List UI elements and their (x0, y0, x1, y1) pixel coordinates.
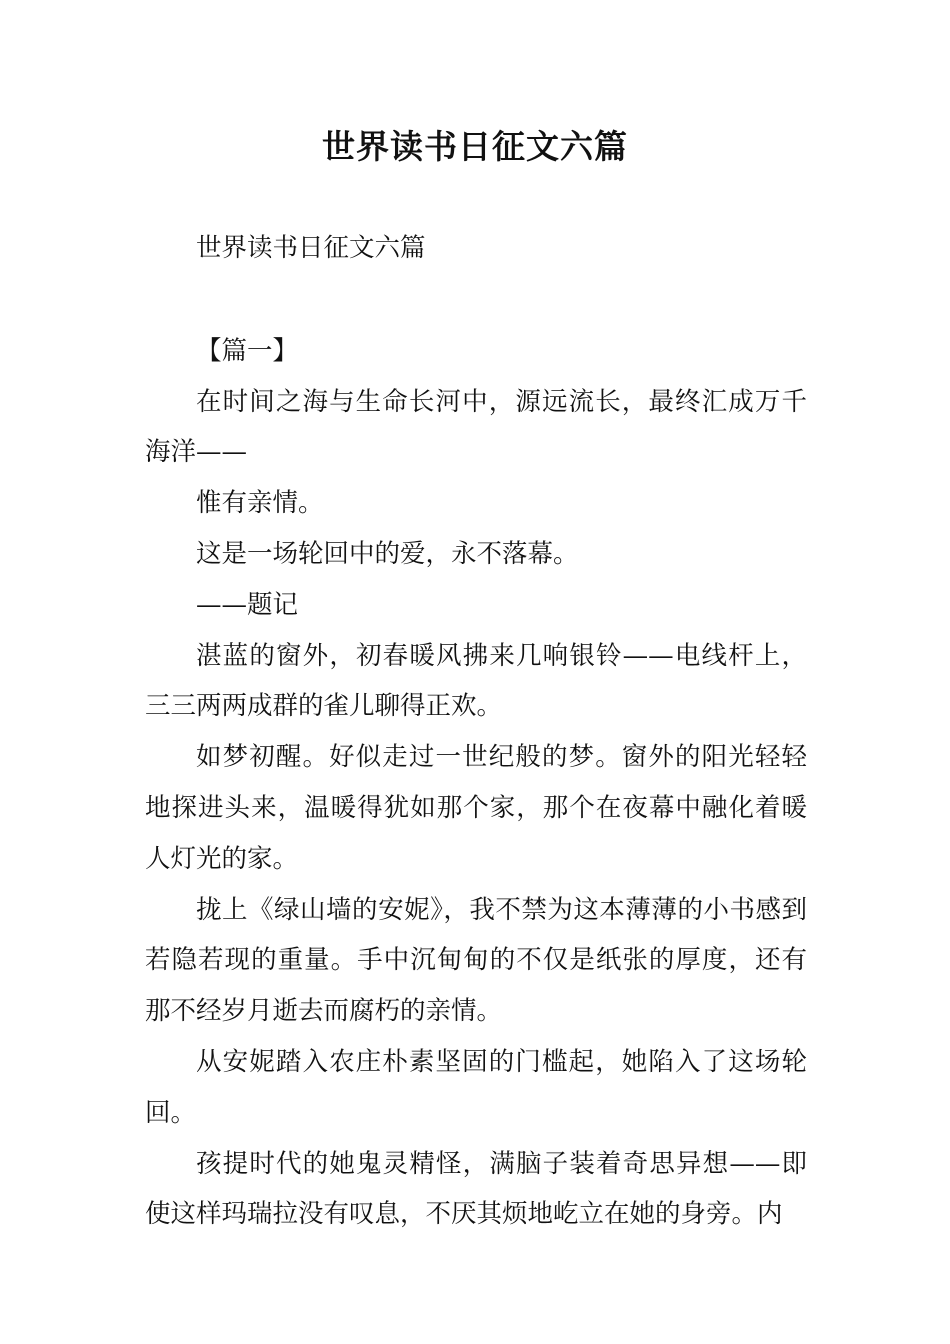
epigraph-attribution: ——题记 (196, 589, 299, 620)
paragraph: 湛蓝的窗外，初春暖风拂来几响银铃——电线杆上，三三两两成群的雀儿聊得正欢。 (145, 640, 807, 722)
paragraph: 孩提时代的她鬼灵精怪，满脑子装着奇思异想——即使这样玛瑞拉没有叹息，不厌其烦地屹立在她的身旁。内 (145, 1148, 807, 1230)
paragraph: 这是一场轮回中的爱，永不落幕。 (196, 538, 579, 569)
paragraph: 如梦初醒。好似走过一世纪般的梦。窗外的阳光轻轻地探进头来，温暖得犹如那个家，那个在夜幕中融化着暖人灯光的家。 (145, 742, 807, 874)
paragraph: 拢上《绿山墙的安妮》，我不禁为这本薄薄的小书感到若隐若现的重量。手中沉甸甸的不仅是纸张的厚度，还有那不经岁月逝去而腐朽的亲情。 (145, 894, 807, 1027)
paragraph: 在时间之海与生命长河中，源远流长，最终汇成万千海洋—— (145, 386, 807, 468)
paragraph: 惟有亲情。 (196, 488, 324, 519)
document-body (145, 223, 807, 1240)
subtitle-paragraph: 世界读书日征文六篇 (196, 233, 426, 263)
section-heading: 【篇一】 (196, 335, 299, 366)
document-title: 世界读书日征文六篇 (322, 127, 628, 166)
paragraph: 从安妮踏入农庄朴素坚固的门槛起，她陷入了这场轮回。 (145, 1046, 807, 1128)
